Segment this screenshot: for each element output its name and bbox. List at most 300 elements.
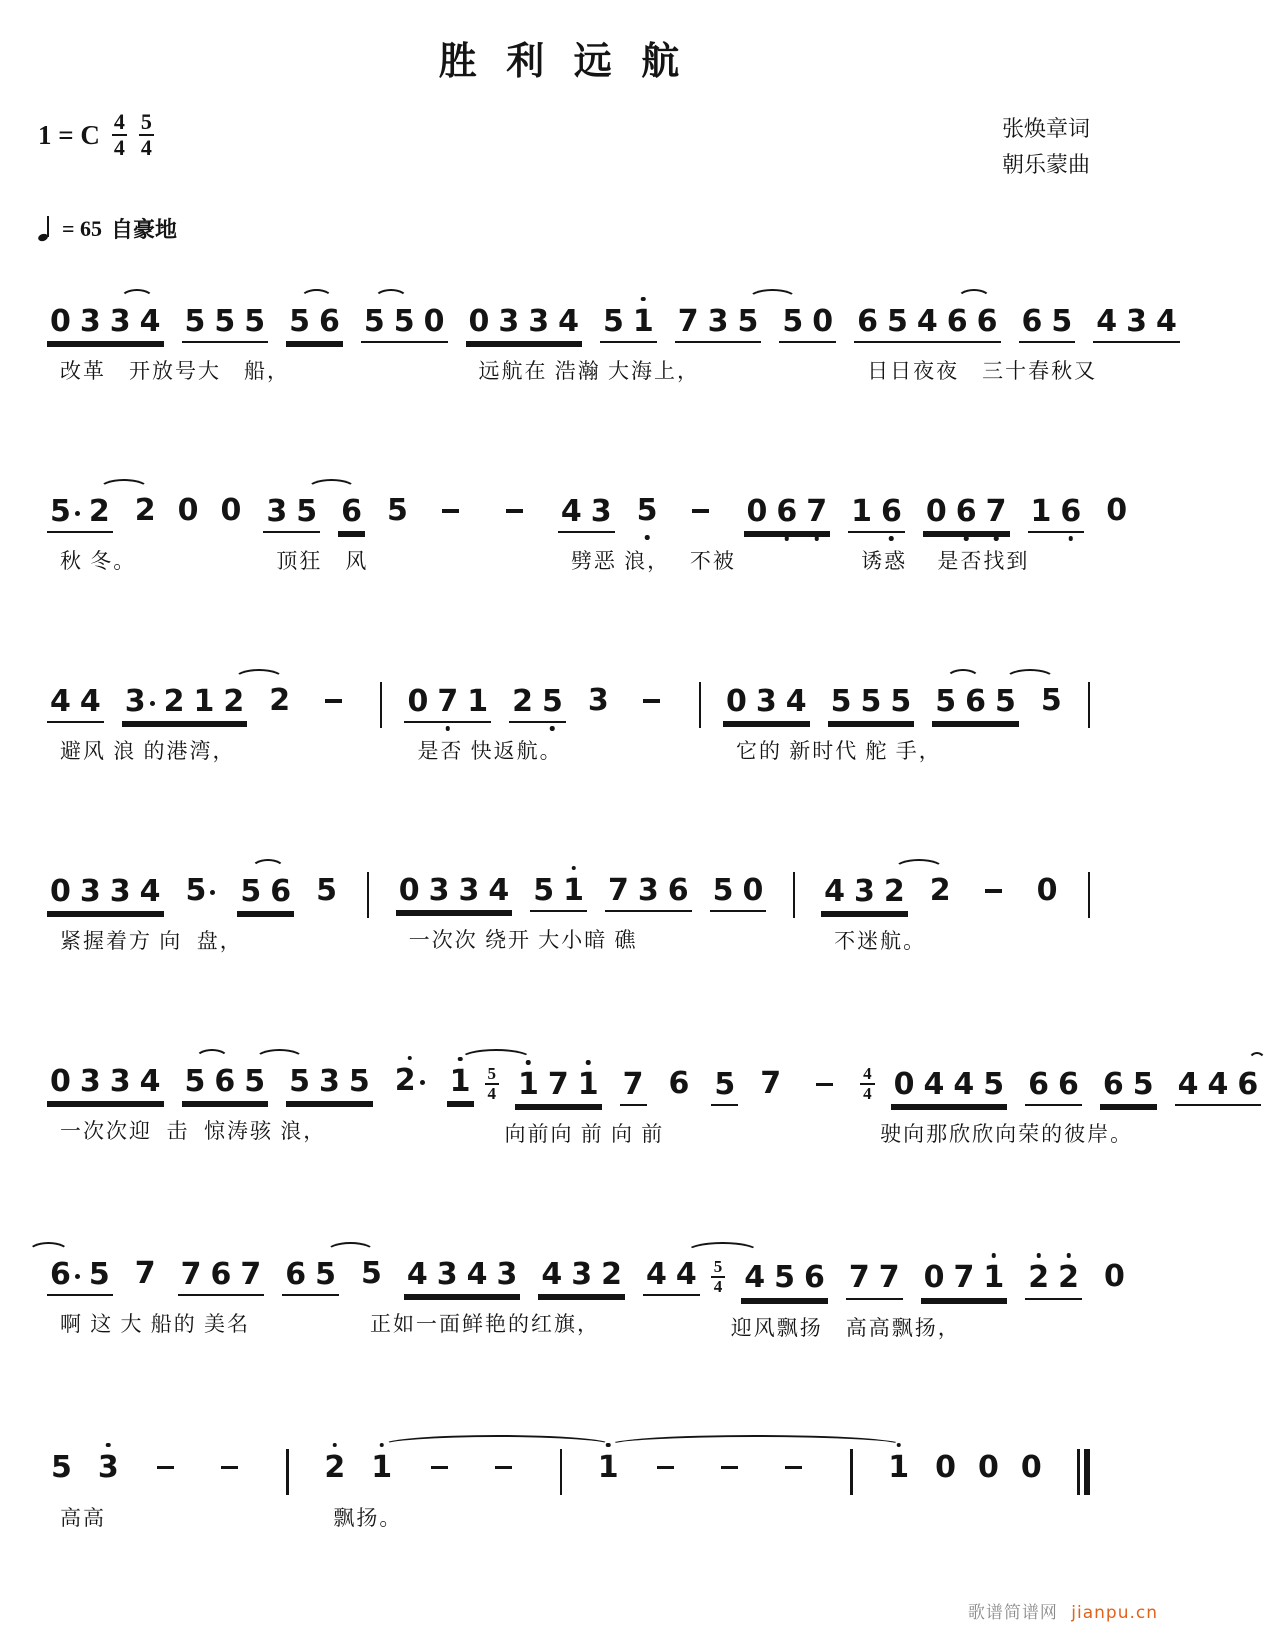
note-digit: 6	[857, 303, 878, 339]
note-digit: 5	[393, 303, 415, 339]
note-digit: 5	[1132, 1067, 1154, 1103]
dash	[506, 509, 523, 513]
note-digit: 5	[1051, 303, 1073, 339]
note-digit: 2	[324, 1449, 346, 1485]
note	[467, 683, 489, 719]
beam-group	[286, 1063, 373, 1103]
note-digit: 6	[1021, 303, 1043, 339]
lyric-line: 一次次 绕开 大小暗 礁	[408, 927, 638, 952]
beam-group	[921, 1262, 1008, 1299]
lyric-line: 劈恶 浪， 不被	[570, 548, 736, 573]
note-digit: 7	[848, 1260, 870, 1296]
note-digit: 4	[139, 873, 161, 909]
note-digit: 5	[1040, 682, 1062, 718]
note-digit: 0	[1036, 872, 1058, 908]
note-digit: 3	[79, 1063, 101, 1099]
beam-group	[1175, 1069, 1262, 1106]
meter-first-numerator: 4	[112, 111, 127, 136]
octave-dot-low	[645, 535, 650, 540]
measure	[38, 1449, 264, 1532]
barline	[1088, 872, 1090, 918]
octave-dot-low	[550, 726, 555, 731]
note-digit: 5	[316, 872, 337, 908]
note-digit: 3	[79, 303, 101, 339]
note	[363, 303, 385, 339]
beam-group	[396, 872, 513, 912]
note	[423, 303, 445, 339]
note	[860, 683, 882, 719]
beam-group	[1028, 493, 1085, 533]
measure	[254, 492, 549, 575]
note-digit: 7	[134, 1256, 156, 1292]
note	[124, 683, 155, 719]
note-digit: 1	[563, 872, 584, 908]
note-digit: 5	[387, 492, 408, 528]
beam-group	[122, 683, 248, 723]
note	[266, 493, 288, 529]
meter-second-numerator: 5	[139, 111, 154, 136]
octave-dot-high	[407, 1056, 412, 1061]
beam-group	[47, 303, 164, 343]
note	[857, 303, 878, 339]
barline	[699, 682, 701, 728]
note	[571, 1259, 592, 1291]
octave-dot-high	[333, 1443, 338, 1448]
measure	[845, 303, 1189, 385]
notes-row	[839, 492, 1140, 530]
note-digit: 3	[637, 872, 659, 908]
note	[744, 1262, 765, 1294]
note	[163, 683, 185, 719]
note	[578, 1069, 599, 1101]
augmentation-dot	[150, 701, 155, 706]
dash	[221, 1466, 238, 1470]
augmentation-dot	[75, 1274, 80, 1279]
beam-group	[132, 492, 245, 530]
beam-group	[1093, 303, 1180, 343]
note-digit: 6	[955, 493, 977, 529]
note-digit: 6	[1060, 493, 1082, 529]
time-signature	[711, 1258, 726, 1296]
note-digit: 4	[675, 1257, 697, 1293]
note	[1051, 303, 1073, 339]
note	[184, 303, 206, 339]
note-digit: 4	[824, 873, 845, 909]
note	[806, 493, 828, 529]
note	[548, 1069, 569, 1101]
note	[888, 1449, 910, 1485]
note	[560, 493, 582, 529]
beam-group	[47, 873, 164, 913]
beam-group	[675, 303, 762, 343]
octave-dot-high	[106, 1443, 111, 1448]
note	[924, 1262, 945, 1294]
beam-group	[642, 1452, 818, 1487]
note-digit: 5	[361, 1256, 382, 1292]
measure	[38, 303, 457, 385]
note	[1096, 303, 1118, 339]
note-digit: 0	[50, 303, 71, 339]
note	[590, 493, 612, 529]
measure	[348, 1258, 709, 1338]
note-digit: 0	[812, 303, 834, 339]
note-digit: 1	[1030, 493, 1052, 529]
meter-first	[112, 111, 127, 160]
augmentation-dot	[75, 511, 80, 516]
note	[883, 873, 905, 909]
lyric-line: 改革 开放号大 船，	[60, 358, 290, 383]
beam-group	[1025, 1069, 1082, 1106]
meta-row	[38, 111, 1090, 184]
note	[1058, 1262, 1079, 1294]
beam-group	[558, 493, 615, 533]
note	[512, 683, 533, 719]
note	[782, 303, 804, 339]
note-digit: 5	[603, 303, 624, 339]
note-digit: 2	[163, 683, 185, 719]
note-digit: 5	[712, 872, 734, 908]
note-digit: 5	[714, 1067, 736, 1103]
note-digit: 3	[79, 873, 101, 909]
beam-group	[828, 683, 915, 723]
note	[632, 303, 654, 339]
note	[887, 303, 908, 339]
beam-group	[95, 1449, 122, 1487]
note-digit: 6	[319, 303, 340, 339]
note	[285, 1259, 306, 1291]
note	[428, 872, 450, 908]
note-digit: 3	[528, 303, 550, 339]
octave-dot-high	[458, 1057, 463, 1062]
note	[1106, 492, 1128, 528]
beam-group	[286, 303, 343, 343]
meter-first-denominator: 4	[113, 135, 125, 161]
note	[776, 493, 798, 529]
note	[983, 1262, 1004, 1294]
beam-group	[282, 1259, 339, 1296]
note-digit: 2	[601, 1257, 622, 1293]
beam-group	[848, 493, 905, 533]
note	[755, 683, 777, 719]
note	[726, 683, 747, 719]
note-digit: 2	[929, 872, 951, 908]
lyric-line: 高高	[60, 1505, 106, 1530]
system	[38, 284, 1177, 385]
time-signature-numerator: 4	[860, 1065, 875, 1085]
note-digit: 0	[1106, 492, 1128, 528]
note	[316, 872, 337, 908]
dash	[157, 1466, 174, 1470]
note-digit: 5	[315, 1257, 336, 1293]
note-digit: 4	[541, 1257, 563, 1293]
beam-group	[358, 1258, 385, 1293]
note	[541, 683, 563, 719]
note	[220, 492, 242, 528]
notes-row	[585, 1449, 828, 1487]
note	[608, 872, 629, 908]
note-digit: 2	[134, 492, 156, 528]
note-digit: 0	[50, 873, 71, 909]
barline	[560, 1449, 562, 1495]
final-barline-thick	[1084, 1449, 1090, 1495]
note-digit: 5	[214, 303, 236, 339]
note-digit: 0	[925, 493, 947, 529]
note	[407, 1259, 428, 1291]
octave-dot-low	[994, 536, 999, 541]
notes-row	[549, 492, 839, 530]
beam-group	[266, 682, 357, 720]
note-digit: 4	[1156, 303, 1177, 339]
notes-row	[395, 682, 685, 720]
note	[50, 873, 71, 909]
note	[929, 872, 951, 908]
note	[319, 1063, 340, 1099]
note-digit: 2	[883, 873, 905, 909]
lyricist-credit: 张焕章词	[1001, 116, 1090, 141]
lyric-line: 它的 新时代 舵 手，	[736, 738, 942, 763]
octave-dot-high	[1036, 1253, 1041, 1258]
note-digit: 5	[636, 492, 658, 528]
beam-group	[711, 1069, 738, 1106]
note	[1104, 1261, 1125, 1293]
beam-group	[447, 1063, 474, 1103]
note	[849, 1262, 870, 1294]
note	[881, 493, 902, 529]
note	[79, 873, 101, 909]
note	[976, 303, 998, 339]
beam-group	[744, 493, 831, 533]
note	[587, 682, 609, 718]
beam-group	[710, 872, 767, 912]
beam-group	[263, 493, 320, 533]
note-digit: 5	[541, 683, 563, 719]
octave-dot-low	[814, 536, 819, 541]
note	[50, 683, 71, 719]
beam-group	[178, 1259, 265, 1296]
note	[88, 493, 110, 529]
notes-row	[457, 303, 846, 340]
dash	[816, 1083, 833, 1087]
note	[211, 1259, 232, 1291]
note-digit: 1	[632, 303, 654, 339]
note	[177, 492, 199, 528]
note	[214, 1063, 236, 1099]
notes-row	[387, 872, 776, 909]
system	[38, 473, 1128, 575]
dash	[985, 889, 1002, 893]
note	[289, 1063, 310, 1099]
barline	[1088, 682, 1090, 728]
meter-second	[139, 111, 154, 160]
note	[978, 1449, 999, 1485]
note-digit: 3	[571, 1257, 593, 1293]
notes-row	[812, 872, 1070, 910]
note	[214, 303, 236, 339]
note	[879, 1262, 900, 1294]
measure	[812, 872, 1070, 955]
notes-row	[38, 682, 367, 720]
note-digit: 6	[1102, 1067, 1124, 1103]
note	[348, 1063, 370, 1099]
dash	[643, 699, 660, 703]
note	[851, 493, 872, 529]
measure	[311, 1449, 537, 1532]
note	[184, 1063, 206, 1099]
notes-row	[845, 303, 1189, 340]
note-digit: 4	[560, 493, 582, 529]
note-digit: 0	[423, 303, 445, 339]
beam-group	[182, 1063, 269, 1103]
note-digit: 1	[983, 1260, 1005, 1296]
note-digit: 3	[707, 303, 729, 339]
lyric-line: 迎风飘扬 高高飘扬，	[730, 1315, 961, 1340]
beam-group	[723, 683, 810, 723]
note	[109, 303, 131, 339]
note-digit: 4	[139, 303, 161, 339]
note-digit: 7	[180, 1257, 202, 1293]
note	[315, 1259, 336, 1291]
note	[646, 1259, 667, 1291]
note-digit: 1	[371, 1449, 393, 1485]
note	[890, 683, 912, 719]
note-digit: 6	[50, 1257, 71, 1293]
note	[894, 1069, 915, 1101]
note-digit: 0	[50, 1063, 71, 1099]
beam-group	[47, 1259, 113, 1296]
note	[1156, 303, 1177, 339]
beam-group	[321, 1449, 348, 1487]
lyric-line: 远航在 浩瀚 大海上，	[478, 358, 700, 383]
note-digit: 2	[394, 1062, 416, 1098]
note	[467, 1259, 488, 1291]
dash	[442, 509, 459, 513]
note	[558, 303, 579, 339]
note-digit: 3	[428, 872, 450, 908]
note	[533, 872, 555, 908]
note-digit: 6	[285, 1257, 307, 1293]
note-digit: 0	[468, 303, 490, 339]
note-digit: 7	[437, 683, 459, 719]
notes-row	[38, 1258, 348, 1293]
octave-dot-high	[586, 1060, 591, 1065]
note-digit: 5	[184, 1063, 206, 1099]
note	[953, 1069, 974, 1101]
note-digit: 7	[240, 1257, 262, 1293]
octave-dot-high	[606, 1443, 611, 1448]
note-digit: 4	[139, 1063, 161, 1099]
note-digit: 0	[935, 1449, 956, 1485]
octave-dot-high	[992, 1253, 997, 1258]
note-digit: 0	[1104, 1259, 1125, 1295]
note-digit: 5	[887, 303, 908, 339]
note-digit: 6	[1237, 1067, 1259, 1103]
watermark-domain-link[interactable]: jianpu.cn	[1071, 1603, 1158, 1623]
note-digit: 6	[976, 303, 998, 339]
octave-dot-high	[379, 1443, 384, 1448]
beam-group	[891, 1069, 1008, 1106]
dash-note	[324, 685, 342, 717]
octave-dot-low	[785, 536, 790, 541]
note-digit: 0	[407, 683, 429, 719]
lyric-line: 诱惑 是否找到	[861, 548, 1030, 573]
note	[437, 683, 459, 719]
note-digit: 5	[348, 1063, 370, 1099]
note-digit: 3	[755, 683, 777, 719]
system	[38, 1430, 1090, 1532]
system	[38, 853, 1090, 955]
dash	[325, 699, 342, 703]
watermark-site-name: 歌谱简谱网	[967, 1603, 1058, 1623]
measure	[483, 1065, 859, 1148]
note-digit: 0	[978, 1449, 999, 1485]
dash-note	[506, 495, 524, 527]
dash	[657, 1466, 674, 1470]
lyric-line: 驶向那欣欣向荣的彼岸。	[880, 1122, 1134, 1147]
beam-group	[932, 683, 1019, 723]
note-digit: 5	[363, 303, 385, 339]
note-digit: 3	[498, 303, 520, 339]
note-digit: 2	[88, 493, 110, 529]
note	[240, 873, 262, 909]
beam-group	[538, 1259, 625, 1296]
note	[804, 1262, 825, 1294]
note	[916, 303, 938, 339]
note	[79, 1063, 101, 1099]
note-digit: 4	[916, 303, 938, 339]
note	[785, 683, 807, 719]
dash-note	[985, 875, 1003, 907]
note-digit: 6	[668, 1066, 690, 1102]
note-digit: 3	[458, 872, 480, 908]
composer-credit: 朝乐蒙曲	[1001, 152, 1090, 178]
note	[134, 492, 156, 528]
beam-group	[515, 1069, 602, 1106]
time-signature-denominator: 4	[713, 1277, 723, 1297]
note-digit: 6	[946, 303, 968, 339]
note	[437, 1259, 458, 1291]
note-digit: 5	[890, 683, 912, 719]
dash-note	[643, 685, 661, 717]
note-digit: 1	[467, 683, 489, 719]
beam-group	[1025, 1262, 1082, 1299]
note-digit: 4	[744, 1260, 766, 1296]
octave-dot-high	[1066, 1253, 1071, 1258]
beam-group	[757, 1068, 848, 1103]
note	[965, 683, 986, 719]
beam-group	[466, 303, 583, 343]
augmentation-dot	[420, 1080, 425, 1085]
note-digit: 4	[923, 1067, 945, 1103]
note-digit: 5	[737, 303, 759, 339]
system	[38, 1043, 1259, 1148]
measure	[714, 682, 1075, 765]
quarter-note-icon	[38, 215, 53, 242]
note-digit: 6	[214, 1063, 236, 1099]
note-digit: 0	[220, 492, 242, 528]
note-digit: 2	[1058, 1260, 1079, 1296]
lyric-line: 向前向 前 向 前	[504, 1122, 665, 1147]
note	[449, 1063, 471, 1099]
note	[995, 683, 1016, 719]
note	[50, 1259, 80, 1291]
beam-group	[338, 493, 365, 533]
note-digit: 0	[746, 493, 768, 529]
beam-group	[47, 493, 113, 533]
note-digit: 2	[1028, 1260, 1050, 1296]
note	[854, 873, 875, 909]
note-digit: 7	[806, 493, 828, 529]
beam-group	[1019, 303, 1076, 343]
